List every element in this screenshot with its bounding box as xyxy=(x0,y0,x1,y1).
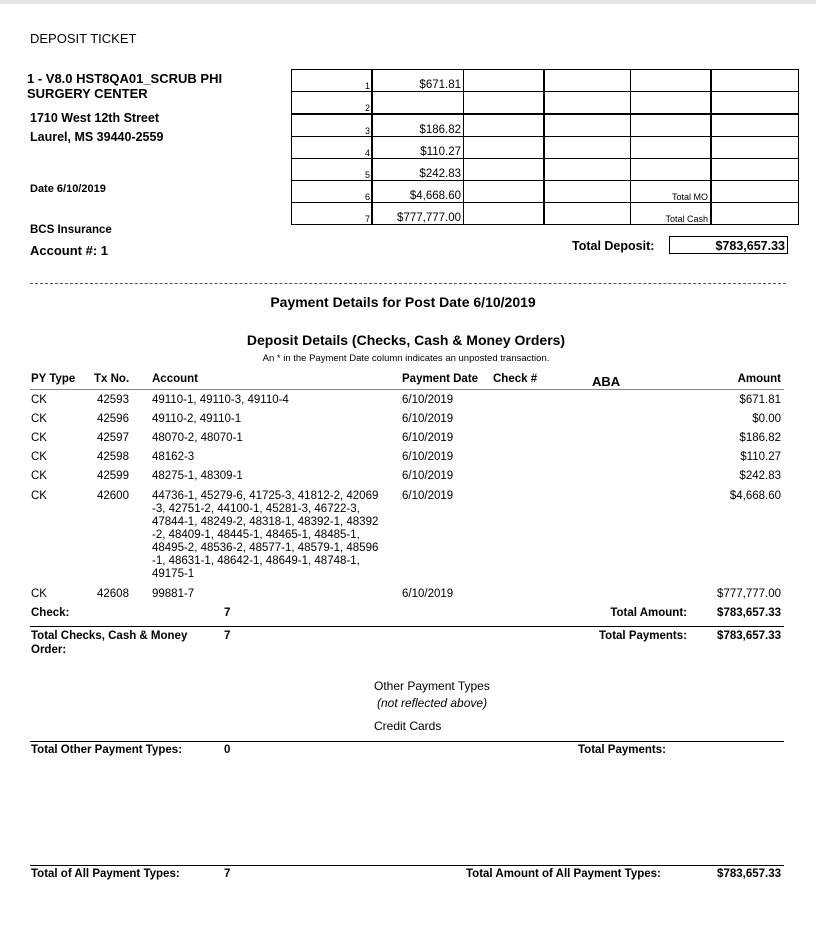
other-payment-types-subtitle: (not reflected above) xyxy=(377,696,488,710)
grid-row xyxy=(292,159,799,181)
amount: $110.27 xyxy=(740,451,781,463)
grid-row xyxy=(292,137,799,159)
payment-date: 6/10/2019 xyxy=(402,394,454,406)
payer-name: BCS Insurance xyxy=(30,224,112,236)
py-type: CK xyxy=(31,588,47,600)
check-count: 7 xyxy=(224,607,231,619)
grid-cell xyxy=(544,137,631,159)
total-all-payment-types-label: Total of All Payment Types: xyxy=(31,868,180,880)
header-divider xyxy=(30,389,784,390)
total-all-payment-types-count: 7 xyxy=(224,868,231,880)
address-line2: Laurel, MS 39440-2559 xyxy=(30,130,164,144)
grid-row-number: 4 xyxy=(292,137,373,159)
grid-amount: $242.83 xyxy=(372,159,464,181)
grand-total-divider xyxy=(30,865,784,866)
organization-name-line1: 1 - V8.0 HST8QA01_SCRUB PHI xyxy=(27,71,223,86)
grid-cell xyxy=(464,203,545,225)
column-header-aba: ABA xyxy=(592,374,621,389)
grid-label xyxy=(631,159,712,181)
py-type: CK xyxy=(31,432,47,444)
grid-row-number: 2 xyxy=(292,92,373,115)
grid-amount: $186.82 xyxy=(372,114,464,137)
grid-amount: $777,777.00 xyxy=(372,203,464,225)
payment-date: 6/10/2019 xyxy=(402,451,454,463)
grid-value xyxy=(711,159,799,181)
organization-name-line2: SURGERY CENTER xyxy=(27,86,148,101)
amount: $186.82 xyxy=(739,432,781,444)
grid-amount: $671.81 xyxy=(372,70,464,92)
py-type: CK xyxy=(31,413,47,425)
total-deposit-value: $783,657.33 xyxy=(669,236,788,254)
grid-label xyxy=(631,92,712,115)
payment-details-title: Payment Details for Post Date 6/10/2019 xyxy=(270,294,536,310)
grid-row-number: 1 xyxy=(292,70,373,92)
account: 49110-2, 49110-1 xyxy=(152,413,242,425)
document-title: DEPOSIT TICKET xyxy=(30,31,137,46)
account: 44736-1, 45279-6, 41725-3, 41812-2, 42069 -3, 42751-2, 44100-1, 45281-3, 46722-3, 47844-1, 48249-2, 48318-1, 48392-1, 48392 -2, 48409-1, 48445-1, 48465-1, 48485-1, 48495-2, 48536-2, 48577-1, 48579-1, 48596 -1, 48631-1, 48642-1, 48649-1, 48748-1, 49175-1 xyxy=(152,490,379,580)
grid-row xyxy=(292,114,799,137)
grid-label-total-cash: Total Cash xyxy=(631,203,712,225)
credit-cards-heading: Credit Cards xyxy=(374,719,442,733)
tx-no: 42597 xyxy=(97,432,129,444)
grid-amount: $110.27 xyxy=(372,137,464,159)
payment-date: 6/10/2019 xyxy=(402,470,454,482)
account: 49110-1, 49110-3, 49110-4 xyxy=(152,394,289,406)
grid-value xyxy=(711,92,799,115)
grid-cell xyxy=(544,70,631,92)
grid-label xyxy=(631,137,712,159)
other-total-payments-label: Total Payments: xyxy=(578,744,666,756)
column-header-payment-date: Payment Date xyxy=(402,373,479,385)
tx-no: 42599 xyxy=(97,470,129,482)
total-payments-label: Total Payments: xyxy=(599,630,687,642)
address-line1: 1710 West 12th Street xyxy=(30,111,159,125)
grid-cell xyxy=(464,137,545,159)
py-type: CK xyxy=(31,394,47,406)
deposit-details-title: Deposit Details (Checks, Cash & Money Orders) xyxy=(246,332,566,348)
total-other-label: Total Other Payment Types: xyxy=(31,744,183,756)
grid-value xyxy=(711,70,799,92)
account: 48275-1, 48309-1 xyxy=(152,470,243,482)
grid-row-number: 5 xyxy=(292,159,373,181)
grid-value-total-cash xyxy=(711,203,799,225)
other-payment-types-title: Other Payment Types xyxy=(374,679,490,693)
grid-value xyxy=(711,137,799,159)
grid-row xyxy=(292,203,799,225)
tx-no: 42596 xyxy=(97,413,129,425)
py-type: CK xyxy=(31,470,47,482)
grid-label-total-mo: Total MO xyxy=(631,181,712,203)
total-checks-label-line1: Total Checks, Cash & Money xyxy=(31,630,188,642)
total-amount-label: Total Amount: xyxy=(610,607,687,619)
deposit-grid xyxy=(291,69,799,225)
column-header-amount: Amount xyxy=(737,373,781,385)
column-header-account: Account xyxy=(152,373,198,385)
grid-amount: $4,668.60 xyxy=(372,181,464,203)
grid-row xyxy=(292,92,799,115)
payment-date: 6/10/2019 xyxy=(402,432,454,444)
tx-no: 42608 xyxy=(97,588,129,600)
unposted-note: An * in the Payment Date column indicates an unposted transaction. xyxy=(262,353,550,364)
tx-no: 42598 xyxy=(97,451,129,463)
column-header-check-number: Check # xyxy=(493,373,538,385)
grid-label xyxy=(631,70,712,92)
column-header-py-type: PY Type xyxy=(31,373,76,385)
total-checks-count: 7 xyxy=(224,630,231,642)
amount: $777,777.00 xyxy=(717,588,781,600)
payment-date: 6/10/2019 xyxy=(402,490,454,502)
grid-row xyxy=(292,70,799,92)
total-amount-all-label: Total Amount of All Payment Types: xyxy=(466,868,661,880)
grid-cell xyxy=(544,181,631,203)
grid-row xyxy=(292,181,799,203)
other-payments-divider xyxy=(30,741,784,742)
column-header-tx-no: Tx No. xyxy=(94,373,130,385)
grid-cell xyxy=(544,92,631,115)
total-payments-value: $783,657.33 xyxy=(717,630,781,642)
tx-no: 42593 xyxy=(97,394,129,406)
grid-amount xyxy=(372,92,464,115)
grid-row-number: 6 xyxy=(292,181,373,203)
total-amount-value: $783,657.33 xyxy=(717,607,781,619)
payment-date: 6/10/2019 xyxy=(402,588,454,600)
payment-date: 6/10/2019 xyxy=(402,413,454,425)
grid-value xyxy=(711,114,799,137)
top-bar xyxy=(0,0,816,4)
total-amount-all-value: $783,657.33 xyxy=(717,868,781,880)
amount: $0.00 xyxy=(752,413,781,425)
total-deposit-label: Total Deposit: xyxy=(572,239,655,253)
subtotal-divider xyxy=(30,626,784,627)
grid-cell xyxy=(544,203,631,225)
deposit-date: Date 6/10/2019 xyxy=(30,183,106,195)
account: 99881-7 xyxy=(152,588,195,600)
tx-no: 42600 xyxy=(97,490,129,502)
grid-row-number: 3 xyxy=(292,114,373,137)
py-type: CK xyxy=(31,490,47,502)
grid-label xyxy=(631,114,712,137)
amount: $671.81 xyxy=(739,394,781,406)
grid-cell xyxy=(464,114,545,137)
py-type: CK xyxy=(31,451,47,463)
tear-line-divider xyxy=(30,283,786,284)
account-number: Account #: 1 xyxy=(30,243,109,258)
grid-cell xyxy=(464,181,545,203)
amount: $4,668.60 xyxy=(729,490,781,502)
total-checks-label-line2: Order: xyxy=(31,644,67,656)
grid-cell xyxy=(464,70,545,92)
total-other-count: 0 xyxy=(224,744,231,756)
grid-cell xyxy=(464,92,545,115)
grid-cell xyxy=(464,159,545,181)
account: 48162-3 xyxy=(152,451,195,463)
amount: $242.83 xyxy=(739,470,781,482)
grid-row-number: 7 xyxy=(292,203,373,225)
grid-cell xyxy=(544,159,631,181)
grid-value-total-mo xyxy=(711,181,799,203)
check-label: Check: xyxy=(31,607,70,619)
account: 48070-2, 48070-1 xyxy=(152,432,243,444)
grid-cell xyxy=(544,114,631,137)
